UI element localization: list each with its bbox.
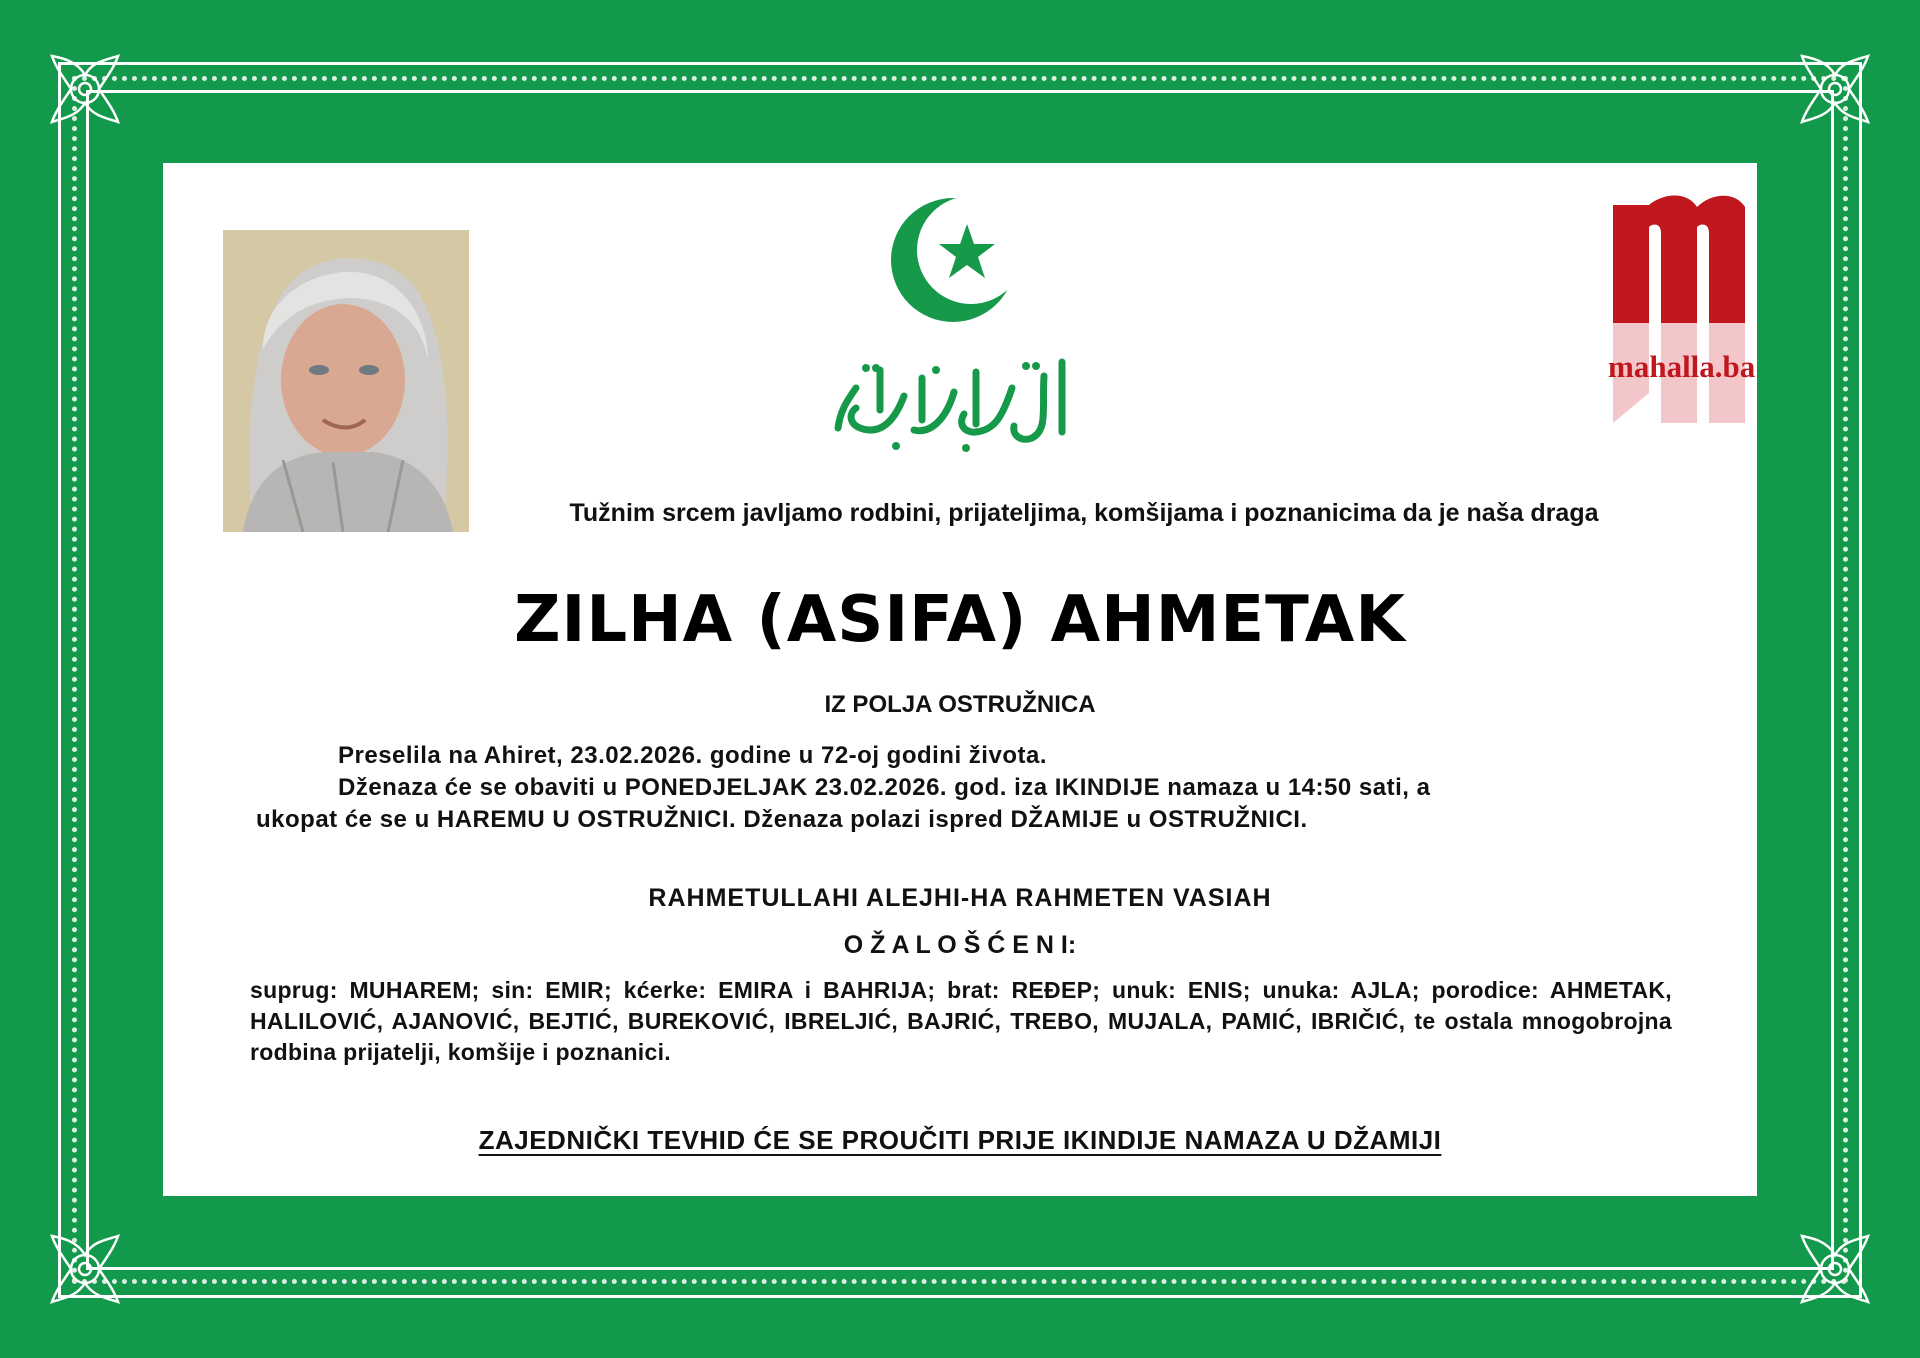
obituary-card xyxy=(163,163,1757,1196)
deceased-name: ZILHA (ASIFA) AHMETAK xyxy=(514,583,1406,657)
corner-ornament-icon xyxy=(1792,46,1878,132)
burial-place-line: ukopat će se u HAREMU U OSTRUŽNICI. Dženaza polazi ispred DŽAMIJE u OSTRUŽNICI. xyxy=(256,806,1308,833)
corner-ornament-icon xyxy=(1792,1226,1878,1312)
deceased-place: IZ POLJA OSTRUŽNICA xyxy=(824,691,1096,718)
corner-ornament-icon xyxy=(42,46,128,132)
tevhid-text: ZAJEDNIČKI TEVHID ĆE SE PROUČITI PRIJE IKINDIJE NAMAZA U DŽAMIJI xyxy=(478,1125,1442,1155)
intro-text: Tužnim srcem javljamo rodbini, prijateljima, komšijama i poznanicima da je naša draga xyxy=(569,499,1599,527)
mourners-heading: O Ž A L O Š Ć E N I: xyxy=(843,931,1077,959)
deceased-photo xyxy=(223,230,469,532)
mourners-list: suprug: MUHAREM; sin: EMIR; kćerke: EMIRA i BAHRIJA; brat: REĐEP; unuk: ENIS; unuka: AJLA; porodice: AHMETAK, HALILOVIĆ, AJANOVIĆ, BEJTIĆ, BUREKOVIĆ, IBRELJIĆ, BAJRIĆ, TREBO, MUJALA, PAMIĆ, IBRIČIĆ, te ostala mnogobrojna rodbina prijatelji, komšije i poznanici. xyxy=(250,977,1672,1065)
funeral-time-line: Dženaza će se obaviti u PONEDJELJAK 23.02.2026. god. iza IKINDIJE namaza u 14:50 sati, a xyxy=(338,774,1431,801)
logo-site-name[interactable]: mahalla.ba xyxy=(1608,349,1756,384)
tevhid-notice xyxy=(163,1125,1757,1156)
arabic-calligraphy xyxy=(826,348,1082,458)
prayer-line: RAHMETULLAHI ALEJHI-HA RAHMETEN VASIAH xyxy=(648,884,1272,912)
mahalla-logo[interactable] xyxy=(1603,183,1803,423)
corner-ornament-icon xyxy=(42,1226,128,1312)
crescent-star-icon xyxy=(885,190,1025,330)
death-date-line: Preselila na Ahiret, 23.02.2026. godine u 72-oj godini života. xyxy=(338,742,1047,769)
